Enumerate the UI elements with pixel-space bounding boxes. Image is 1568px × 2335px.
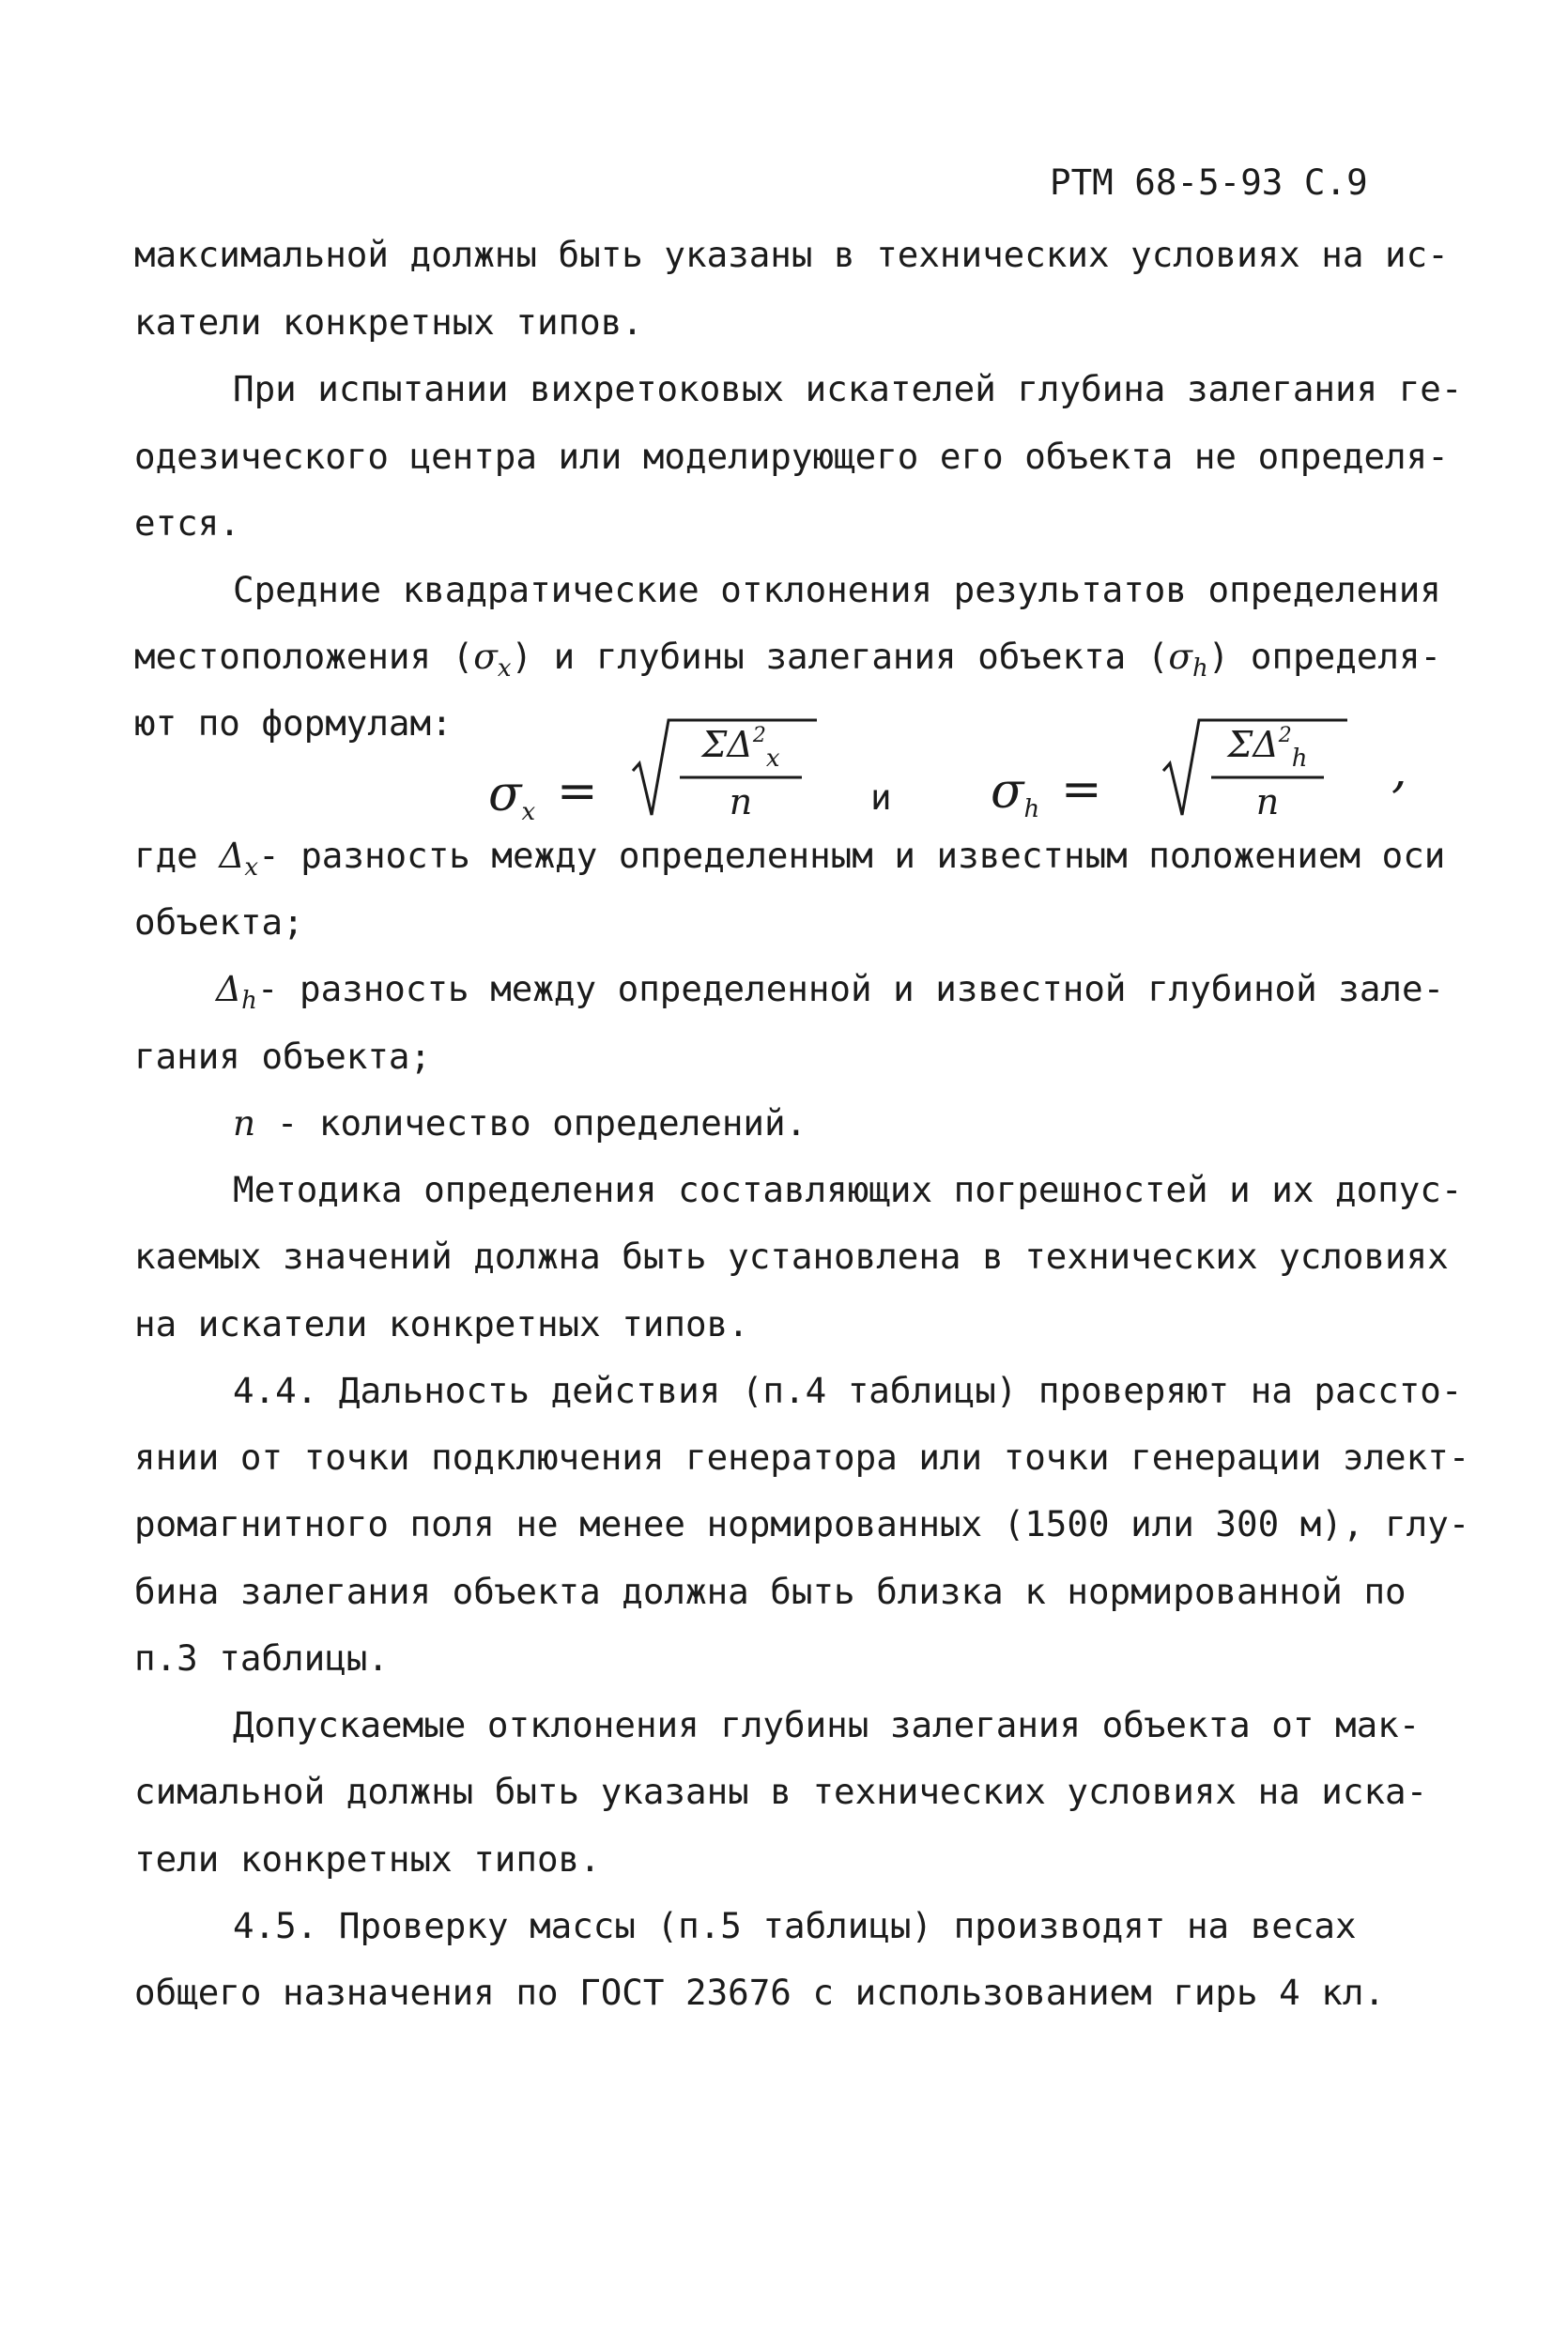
n-symbol: n	[233, 1102, 256, 1144]
formula-denominator: n	[1255, 781, 1280, 822]
paragraph-line: 4.4. Дальность действия (п.4 таблицы) проверяют на рассто-	[233, 1370, 1463, 1411]
paragraph-line: Допускаемые отклонения глубины залегания объекта от мак-	[233, 1704, 1421, 1745]
sigma-symbol: σ	[473, 636, 498, 677]
formula-lhs-sigma: σx	[488, 766, 536, 826]
definition-line: n - количество определений.	[233, 1102, 807, 1144]
sigma-symbol: σ	[1168, 636, 1193, 677]
paragraph-line: ют по формулам:	[134, 702, 453, 744]
definition-line: $\Delta_h-$ разность между определенной и известной глубиной зале-	[216, 968, 1445, 1015]
formula-rhs-sigma: σh	[991, 763, 1040, 823]
paragraph-line: максимальной должны быть указаны в технических условиях на ис-	[134, 234, 1449, 275]
paragraph-line: ется.	[134, 502, 240, 544]
paragraph-line: гания объекта;	[134, 1036, 432, 1077]
delta-symbol: Δ	[216, 968, 242, 1009]
paragraph-line: на искатели конкретных типов.	[134, 1303, 749, 1344]
document-reference-header: РТМ 68-5-93 С.9	[1050, 161, 1368, 203]
formula-conjunction: и	[870, 776, 892, 818]
paragraph-line: Средние квадратические отклонения результатов определения	[233, 569, 1441, 610]
paragraph-line: При испытании вихретоковых искателей глубина залегания ге-	[233, 368, 1463, 409]
formula-equals: =	[1061, 761, 1102, 818]
paragraph-line: катели конкретных типов.	[134, 301, 643, 343]
formula-numerator: $\Sigma\Delta^2_h$	[1227, 724, 1308, 773]
formula-comma: ,	[1391, 743, 1407, 799]
paragraph-line: одезического центра или моделирующего его объекта не определя-	[134, 436, 1449, 477]
formula-block	[0, 709, 1568, 850]
definition-line: где $\Delta_x-$ разность между определенным и известным положением оси	[134, 835, 1446, 882]
paragraph-line: Методика определения составляющих погрешностей и их допус-	[233, 1169, 1463, 1210]
paragraph-line: ромагнитного поля не менее нормированных (1500 или 300 м), глу-	[134, 1503, 1470, 1544]
paragraph-line: тели конкретных типов.	[134, 1838, 601, 1880]
formula-denominator: n	[729, 781, 753, 822]
paragraph-line: п.3 таблицы.	[134, 1637, 389, 1679]
paragraph-line: каемых значений должна быть установлена в технических условиях	[134, 1236, 1449, 1277]
paragraph-line: бина залегания объекта должна быть близка к нормированной по	[134, 1571, 1407, 1612]
fraction-bar	[678, 775, 804, 780]
delta-symbol: Δ	[219, 835, 245, 876]
paragraph-line: объекта;	[134, 901, 304, 943]
formula-numerator: $\Sigma\Delta^2_x$	[701, 724, 780, 773]
paragraph-line-with-symbols: местоположения $(\sigma_x)$ и глубины залегания объекта $(\sigma_h)$ определя-	[134, 636, 1442, 683]
formula-equals: =	[557, 763, 598, 820]
paragraph-line: общего назначения по ГОСТ 23676 с использованием гирь 4 кл.	[134, 1972, 1386, 2013]
paragraph-line: симальной должны быть указаны в технических условиях на иска-	[134, 1771, 1428, 1812]
paragraph-line: 4.5. Проверку массы (п.5 таблицы) производят на весах	[233, 1905, 1357, 1946]
paragraph-line: янии от точки подключения генератора или точки генерации элект-	[134, 1436, 1470, 1478]
fraction-bar	[1209, 775, 1326, 780]
